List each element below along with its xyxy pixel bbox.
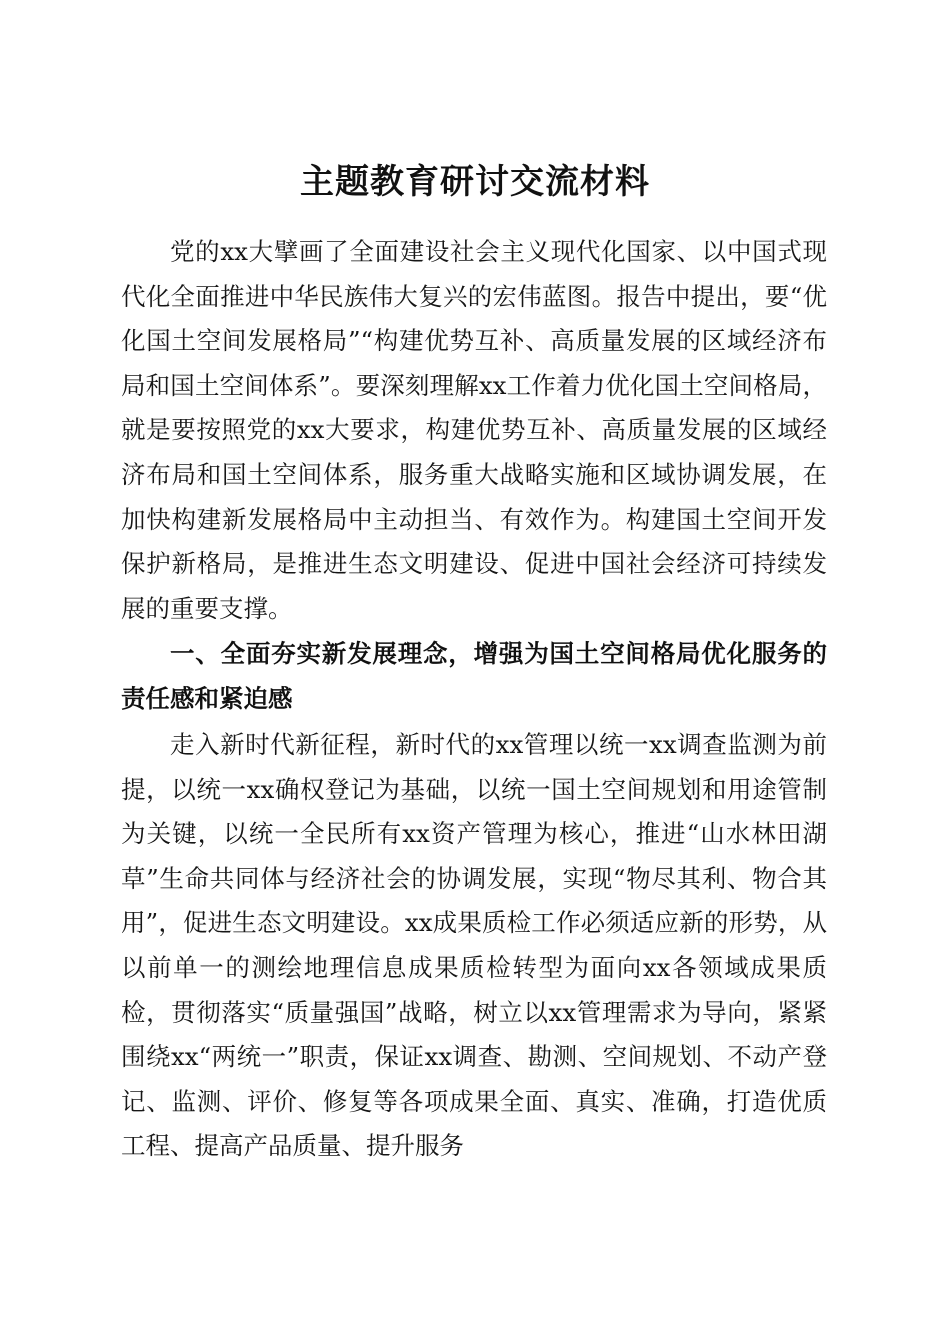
section-heading-1: 一、全面夯实新发展理念，增强为国土空间格局优化服务的责任感和紧迫感 — [121, 639, 827, 713]
intro-paragraph: 党的xx大擘画了全面建设社会主义现代化国家、以中国式现代化全面推进中华民族伟大复兴的宏伟蓝图。报告中提出，要“优化国土空间发展格局”“构建优势互补、高质量发展的区域经济布局和国土空间体系”。要深刻理解xx工作着力优化国土空间格局，就是要按照党的xx大要求，构建优势互补、高质量发展的区域经济布局和国土空间体系，服务重大战略实施和区域协调发展，在加快构建新发展格局中主动担当、有效作为。构建国土空间开发保护新格局，是推进生态文明建设、促进中国社会经济可持续发展的重要支撑。 — [121, 237, 827, 623]
section-1-paragraph: 走入新时代新征程，新时代的xx管理以统一xx调查监测为前提，以统一xx确权登记为基础，以统一国土空间规划和用途管制为关键，以统一全民所有xx资产管理为核心，推进“山水林田湖草”生命共同体与经济社会的协调发展，实现“物尽其利、物合其用”，促进生态文明建设。xx成果质检工作必须适应新的形势，从以前单一的测绘地理信息成果质检转型为面向xx各领域成果质检，贯彻落实“质量强国”战略，树立以xx管理需求为导向，紧紧围绕xx“两统一”职责，保证xx调查、勘测、空间规划、不动产登记、监测、评价、修复等各项成果全面、真实、准确，打造优质工程、提高产品质量、提升服务 — [121, 730, 827, 1161]
document-title: 主题教育研讨交流材料 — [300, 161, 650, 202]
